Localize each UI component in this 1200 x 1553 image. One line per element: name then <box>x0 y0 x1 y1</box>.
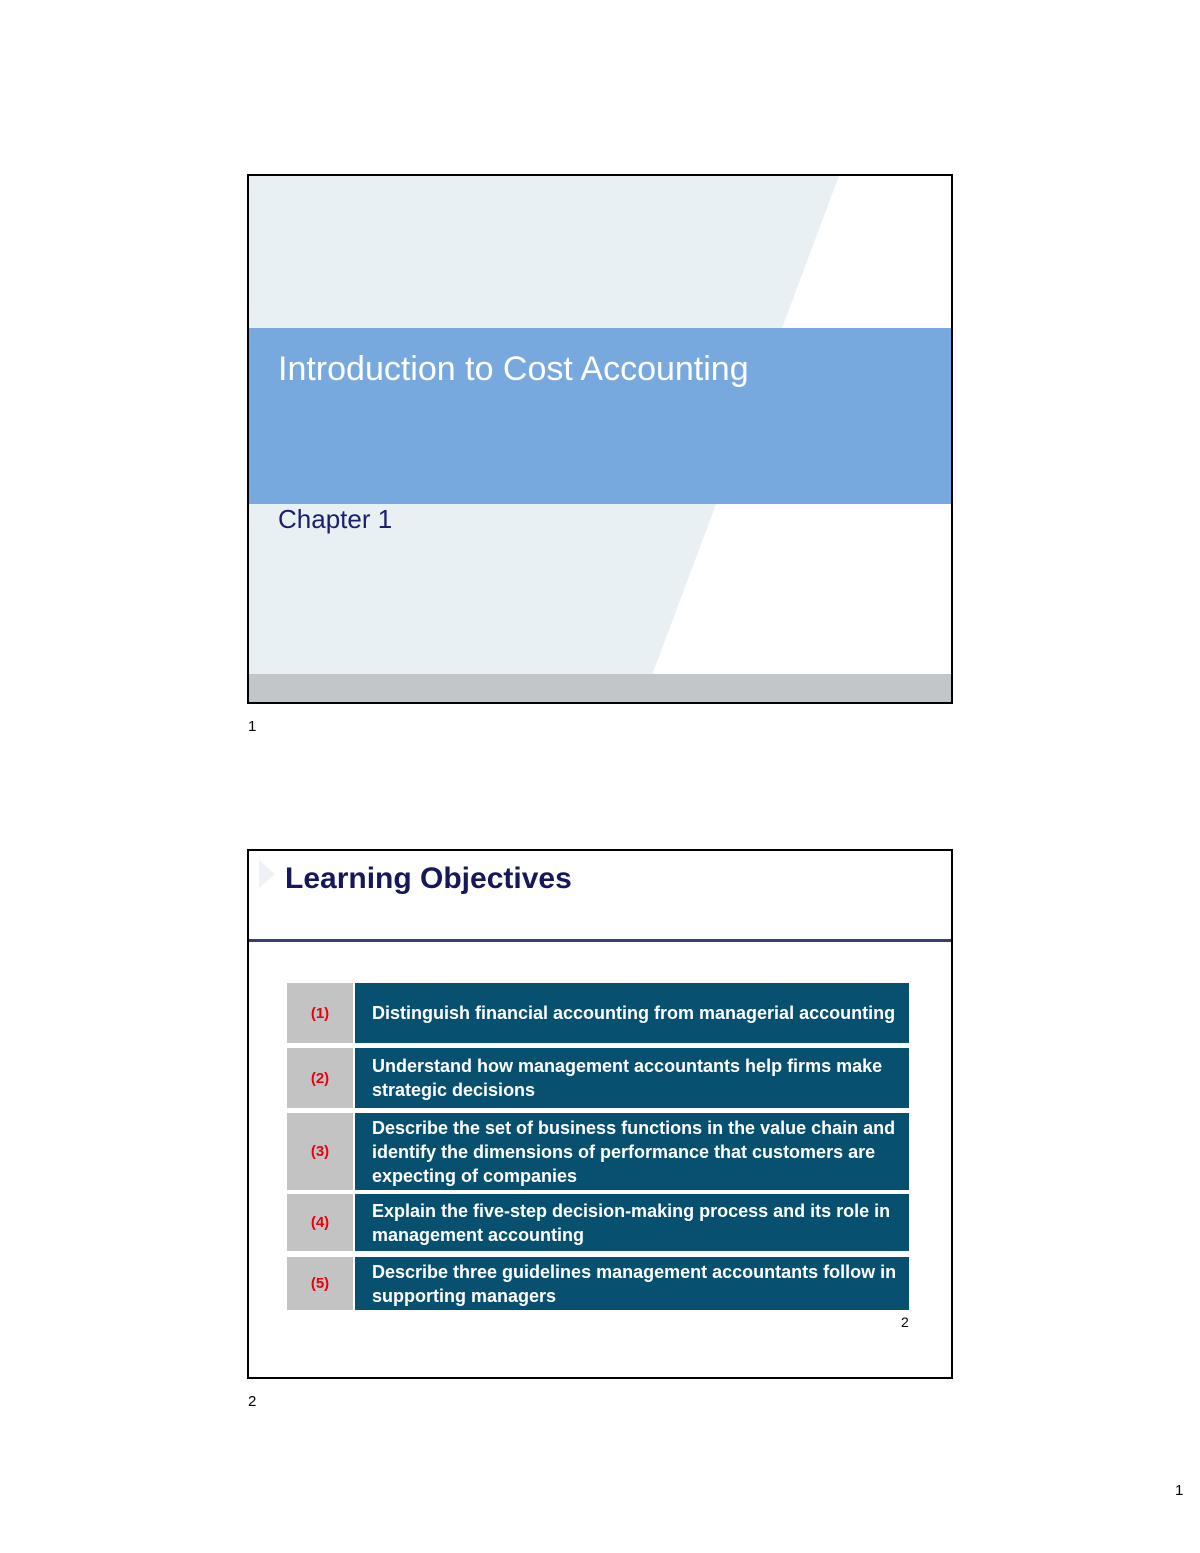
objective-text: Describe the set of business functions in the value chain and identify the dimensions of performance that customers are expecting of companies <box>355 1113 909 1190</box>
title-divider <box>249 939 951 942</box>
objective-row <box>287 1257 909 1310</box>
footer-band <box>249 674 951 702</box>
slide-2-label: 2 <box>248 1393 257 1410</box>
objective-text: Distinguish financial accounting from managerial accounting <box>355 983 909 1043</box>
objective-text: Describe three guidelines management accountants follow in supporting managers <box>355 1257 909 1310</box>
slide-1-title: Introduction to Cost Accounting <box>278 350 749 388</box>
slide-1-label: 1 <box>248 718 257 735</box>
page-number: 1 <box>1175 1482 1184 1499</box>
objective-number: (2) <box>287 1048 353 1108</box>
objective-number: (5) <box>287 1257 353 1310</box>
objective-number: (4) <box>287 1194 353 1251</box>
objective-row <box>287 1113 909 1190</box>
objective-row <box>287 983 909 1043</box>
objective-number: (3) <box>287 1113 353 1190</box>
slide-1 <box>247 174 953 704</box>
slide-2-inner-page-number: 2 <box>901 1314 909 1330</box>
title-arrow-icon <box>259 860 275 888</box>
objective-number: (1) <box>287 983 353 1043</box>
slide-1-subtitle: Chapter 1 <box>278 504 393 534</box>
slide-2-title: Learning Objectives <box>285 862 572 895</box>
objective-row <box>287 1194 909 1251</box>
slide-2 <box>247 849 953 1379</box>
objective-text: Understand how management accountants help firms make strategic decisions <box>355 1048 909 1108</box>
objective-row <box>287 1048 909 1108</box>
objective-text: Explain the five-step decision-making process and its role in management accounting <box>355 1194 909 1251</box>
